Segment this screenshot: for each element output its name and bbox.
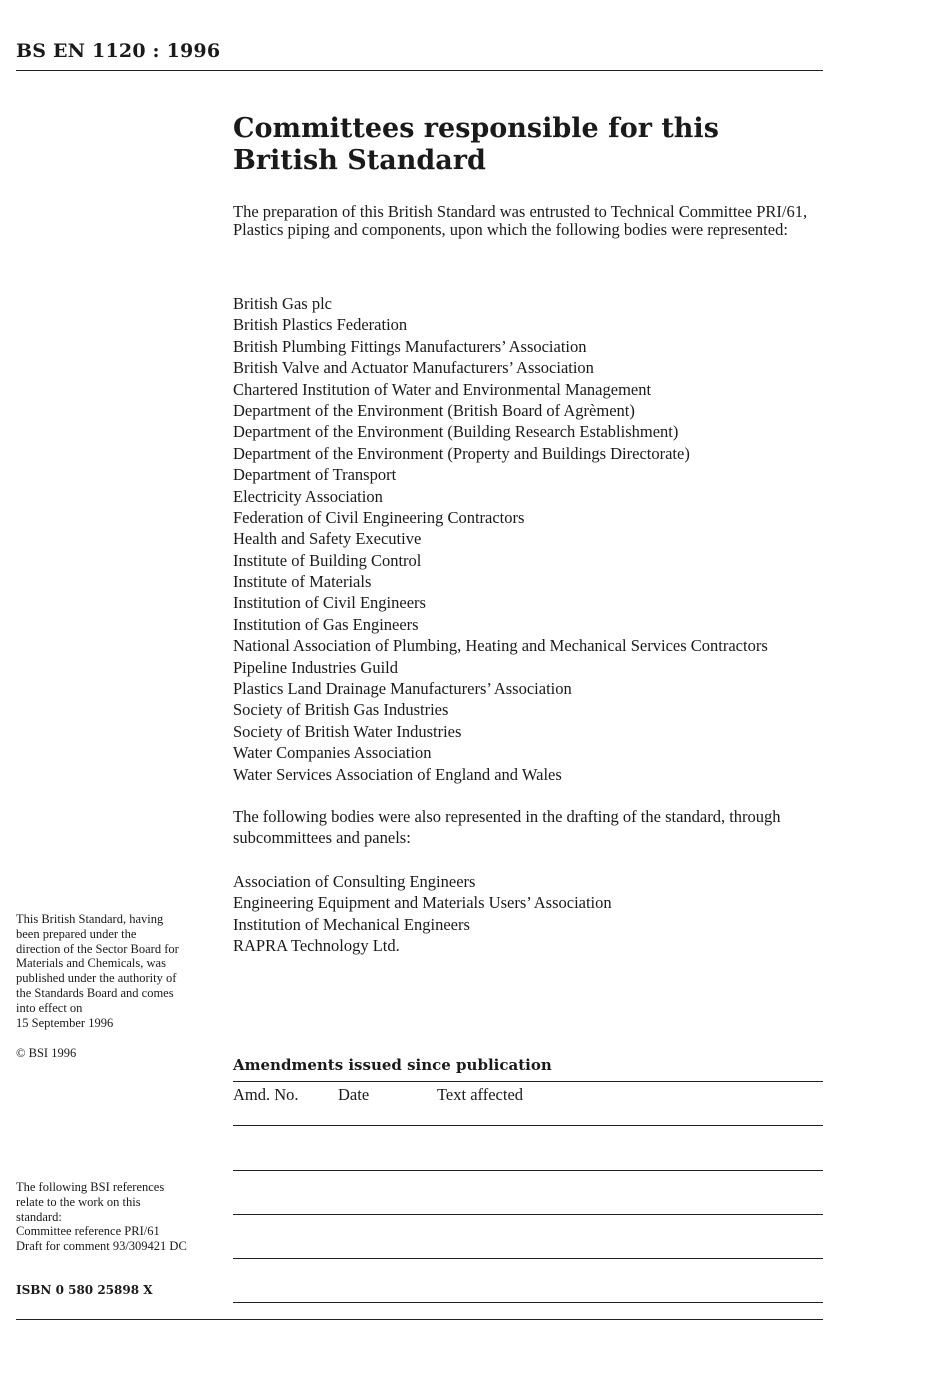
represented-bodies-list: [233, 293, 823, 785]
copyright-notice: © BSI 1996: [16, 1046, 77, 1060]
note-line: published under the authority of: [16, 971, 177, 986]
list-item: British Valve and Actuator Manufacturers’ Association: [233, 358, 594, 378]
list-item: Society of British Gas Industries: [233, 700, 449, 720]
bsi-references: [16, 1180, 216, 1254]
header-divider: [16, 70, 823, 71]
document-code: BS EN 1120 : 1996: [16, 40, 221, 62]
amendments-table-top-rule: [233, 1081, 823, 1082]
isbn: ISBN 0 580 25898 X: [16, 1283, 153, 1297]
page-title: [233, 113, 823, 177]
note-line: Materials and Chemicals, was: [16, 956, 166, 971]
amendments-row-line: [233, 1170, 823, 1171]
note-line: into effect on: [16, 1000, 83, 1015]
list-item: Society of British Water Industries: [233, 721, 462, 741]
list-item: Pipeline Industries Guild: [233, 657, 398, 677]
note-line: direction of the Sector Board for: [16, 941, 179, 956]
footer-divider: [16, 1319, 823, 1320]
amendments-row-line: [233, 1302, 823, 1303]
note-line: been prepared under the: [16, 926, 137, 941]
intro-paragraph: The preparation of this British Standard was entrusted to Technical Committee PRI/61, Plastics piping and components, upon which the following bodies were represented:: [233, 202, 808, 239]
list-item: Water Services Association of England and Wales: [233, 764, 562, 784]
amendments-row-line: [233, 1125, 823, 1126]
list-item: Department of the Environment (Building Research Establishment): [233, 422, 679, 442]
list-item: Department of the Environment (Property and Buildings Directorate): [233, 443, 690, 463]
subcommittee-bodies-list: [233, 871, 823, 957]
also-represented-paragraph: The following bodies were also represented in the drafting of the standard, through subcommittees and panels:: [233, 807, 781, 848]
list-item: British Plastics Federation: [233, 315, 408, 335]
refs-line: standard:: [16, 1209, 62, 1224]
note-line: This British Standard, having: [16, 912, 164, 926]
refs-line: The following BSI references: [16, 1180, 165, 1194]
draft-reference: Draft for comment 93/309421 DC: [16, 1239, 187, 1254]
list-item: Association of Consulting Engineers: [233, 872, 476, 891]
list-item: Plastics Land Drainage Manufacturers’ Association: [233, 679, 572, 699]
amendments-title: Amendments issued since publication: [233, 1056, 552, 1074]
list-item: Department of the Environment (British Board of Agrèment): [233, 400, 635, 420]
list-item: British Plumbing Fittings Manufacturers’ Association: [233, 336, 587, 356]
amendments-row-line: [233, 1214, 823, 1215]
list-item: RAPRA Technology Ltd.: [233, 936, 400, 956]
column-text-affected: Text affected: [437, 1085, 524, 1104]
list-item: Electricity Association: [233, 486, 383, 506]
title-line-2: British Standard: [233, 145, 486, 176]
column-amd-no: Amd. No.: [233, 1085, 299, 1104]
list-item: British Gas plc: [233, 294, 332, 313]
title-line-1: Committees responsible for this: [233, 113, 719, 144]
committee-reference: Committee reference PRI/61: [16, 1224, 160, 1239]
list-item: Engineering Equipment and Materials Users’ Association: [233, 893, 612, 913]
amendments-row-line: [233, 1258, 823, 1259]
publication-note: [16, 912, 216, 1030]
refs-line: relate to the work on this: [16, 1194, 141, 1209]
list-item: Institute of Materials: [233, 572, 372, 592]
column-date: Date: [338, 1085, 370, 1104]
list-item: Institution of Civil Engineers: [233, 593, 426, 613]
effective-date: 15 September 1996: [16, 1015, 114, 1030]
list-item: Water Companies Association: [233, 743, 432, 763]
list-item: Chartered Institution of Water and Environmental Management: [233, 379, 652, 399]
list-item: Department of Transport: [233, 465, 397, 485]
list-item: Institution of Mechanical Engineers: [233, 914, 470, 934]
list-item: National Association of Plumbing, Heating and Mechanical Services Contractors: [233, 636, 768, 656]
note-line: the Standards Board and comes: [16, 985, 174, 1000]
list-item: Health and Safety Executive: [233, 529, 422, 549]
list-item: Institute of Building Control: [233, 550, 422, 570]
list-item: Federation of Civil Engineering Contractors: [233, 507, 525, 527]
list-item: Institution of Gas Engineers: [233, 614, 419, 634]
amendments-table-header: [233, 1085, 823, 1105]
